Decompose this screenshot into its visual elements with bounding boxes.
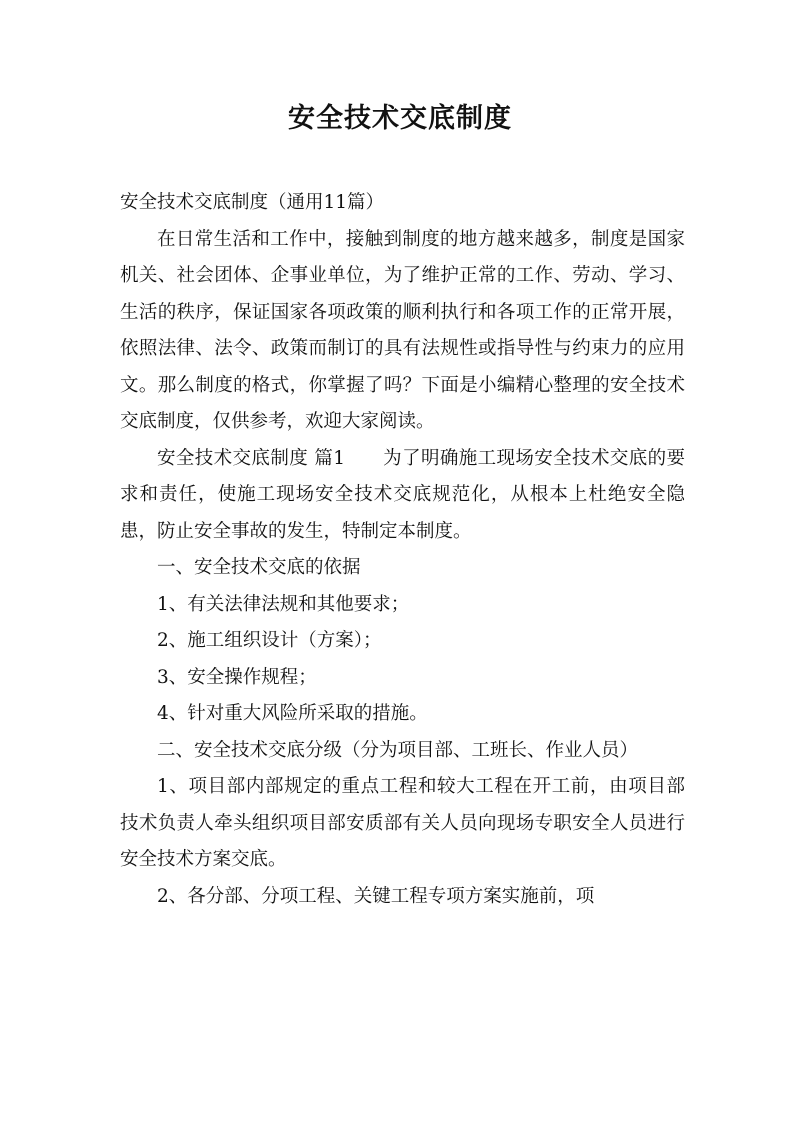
heading-levels: 二、安全技术交底分级（分为项目部、工班长、作业人员）	[157, 739, 639, 761]
heading-basis: 一、安全技术交底的依据	[157, 557, 361, 578]
document-body	[120, 185, 685, 915]
list-item: 3、安全操作规程；	[157, 666, 317, 688]
document-title: 安全技术交底制度	[288, 103, 512, 134]
list-item: 4、针对重大风险所采取的措施。	[157, 703, 428, 724]
intro-paragraph: 在日常生活和工作中，接触到制度的地方越来越多，制度是国家机关、社会团体、企事业单位，为了维护正常的工作、劳动、学习、生活的秩序，保证国家各项政策的顺利执行和各项工作的正常开展，依照法律、法令、政策而制订的具有法规性或指导性与约束力的应用文。那么制度的格式，你掌握了吗？下面是小编精心整理的安全技术交底制度，仅供参考，欢迎大家阅读。	[120, 228, 685, 432]
list-item: 1、有关法律法规和其他要求；	[157, 593, 410, 615]
list-item: 1、项目部内部规定的重点工程和较大工程在开工前，由项目部技术负责人牵头组织项目部安质部有关人员向现场专职安全人员进行安全技术方案交底。	[120, 776, 685, 870]
section-1-paragraph: 安全技术交底制度 篇1 为了明确施工现场安全技术交底的要求和责任，使施工现场安全技术交底规范化，从根本上杜绝安全隐患，防止安全事故的发生，特制定本制度。	[120, 447, 685, 542]
list-item: 2、各分部、分项工程、关键工程专项方案实施前，项	[157, 885, 595, 907]
list-item: 2、施工组织设计（方案）；	[157, 630, 382, 651]
document-subtitle: 安全技术交底制度（通用11篇）	[120, 192, 385, 213]
